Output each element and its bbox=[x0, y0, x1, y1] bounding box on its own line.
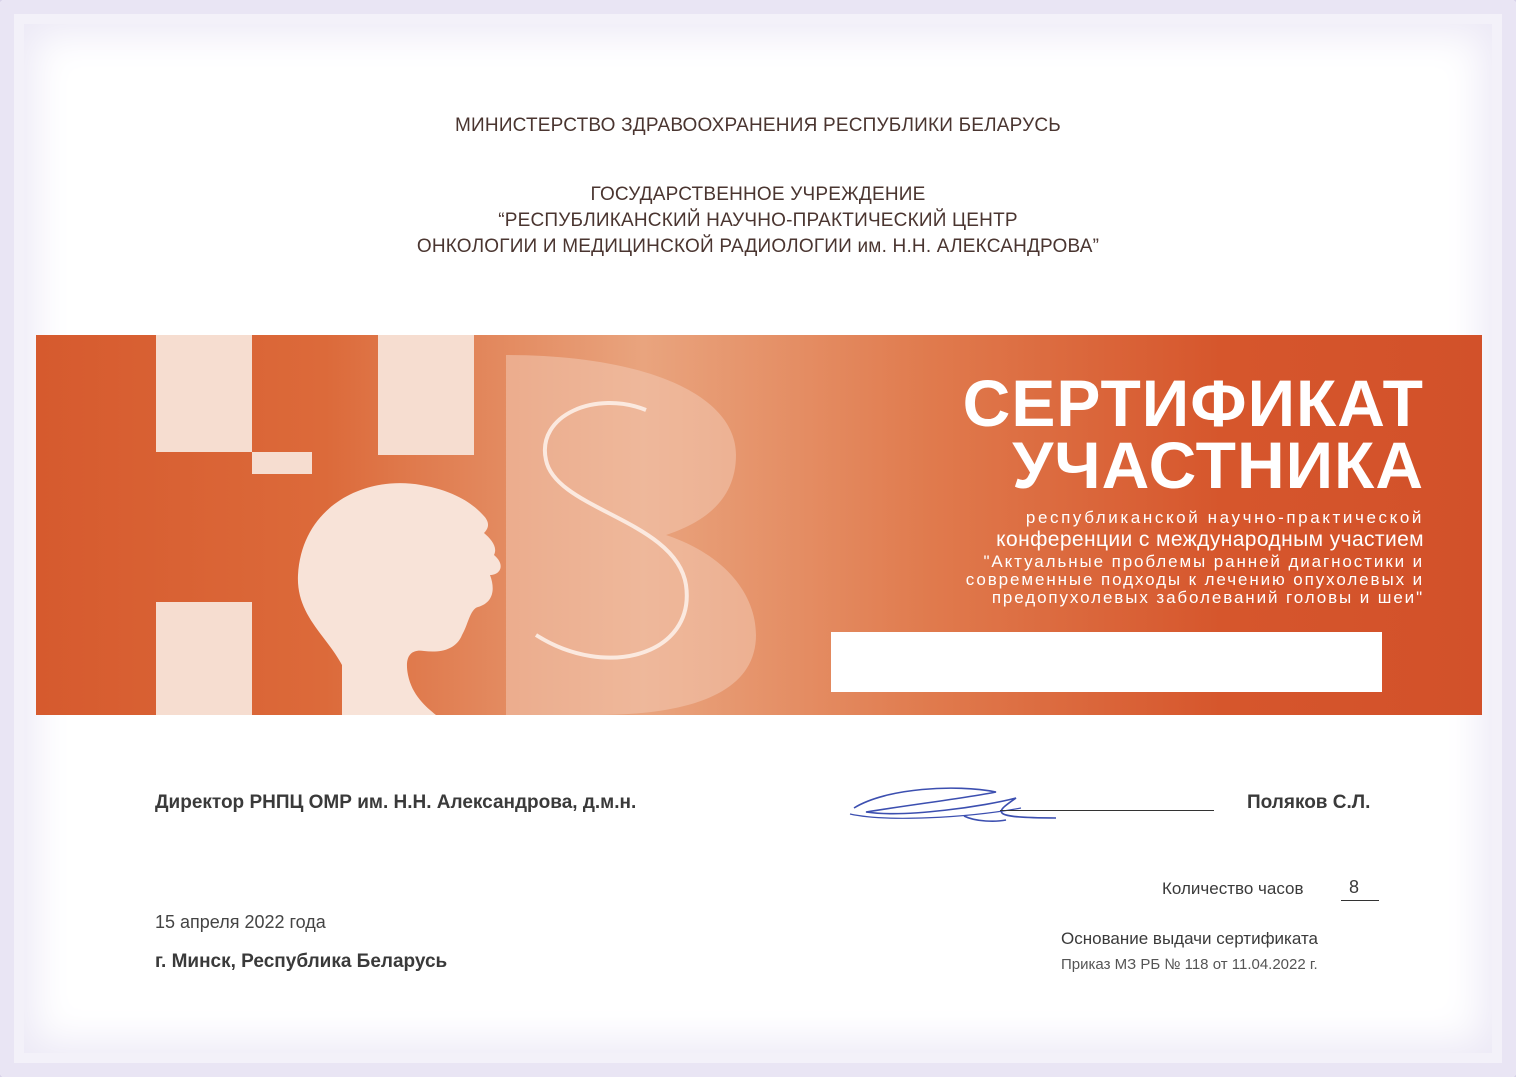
event-line-5: предопухолевых заболеваний головы и шеи" bbox=[991, 588, 1424, 607]
basis-label: Основание выдачи сертификата bbox=[1061, 929, 1318, 948]
hours-label: Количество часов bbox=[1162, 879, 1304, 898]
event-line-3: "Актуальные проблемы ранней диагностики и bbox=[983, 552, 1424, 571]
signer-name: Поляков С.Л. bbox=[1247, 792, 1371, 813]
hours-underline bbox=[1341, 900, 1379, 901]
event-line-2: конференции с международным участием bbox=[996, 528, 1424, 551]
event-line-4: современные подходы к лечению опухолевых и bbox=[965, 570, 1424, 589]
issue-date: 15 апреля 2022 года bbox=[155, 912, 326, 932]
logo-letter-n bbox=[378, 335, 474, 455]
ministry-title: МИНИСТЕРСТВО ЗДРАВООХРАНЕНИЯ РЕСПУБЛИКИ БЕЛАРУСЬ bbox=[455, 115, 1061, 136]
event-line-1: республиканской научно-практической bbox=[1025, 508, 1424, 527]
participant-name-field bbox=[831, 632, 1382, 692]
director-position: Директор РНПЦ ОМР им. Н.Н. Александрова, д.м.н. bbox=[155, 792, 637, 813]
signature-line bbox=[1000, 810, 1214, 811]
handwritten-signature bbox=[846, 778, 1066, 828]
head-silhouette-icon bbox=[298, 483, 501, 715]
hns-logo bbox=[36, 335, 796, 715]
logo-letter-h bbox=[156, 335, 312, 715]
institution-line-3: ОНКОЛОГИИ И МЕДИЦИНСКОЙ РАДИОЛОГИИ им. Н.Н. АЛЕКСАНДРОВА” bbox=[416, 236, 1100, 257]
logo-letter-b-shape bbox=[506, 355, 756, 715]
institution-line-2: “РЕСПУБЛИКАНСКИЙ НАУЧНО-ПРАКТИЧЕСКИЙ ЦЕНТР bbox=[498, 210, 1018, 231]
certificate-title-line-2: УЧАСТНИКА bbox=[1012, 428, 1424, 502]
issue-city: г. Минск, Республика Беларусь bbox=[155, 951, 448, 972]
hours-value: 8 bbox=[1349, 877, 1360, 897]
institution-title bbox=[0, 182, 1516, 260]
institution-line-1: ГОСУДАРСТВЕННОЕ УЧРЕЖДЕНИЕ bbox=[590, 184, 926, 205]
basis-order: Приказ МЗ РБ № 118 от 11.04.2022 г. bbox=[1061, 956, 1318, 973]
certificate-title-line-1: СЕРТИФИКАТ bbox=[962, 366, 1424, 440]
